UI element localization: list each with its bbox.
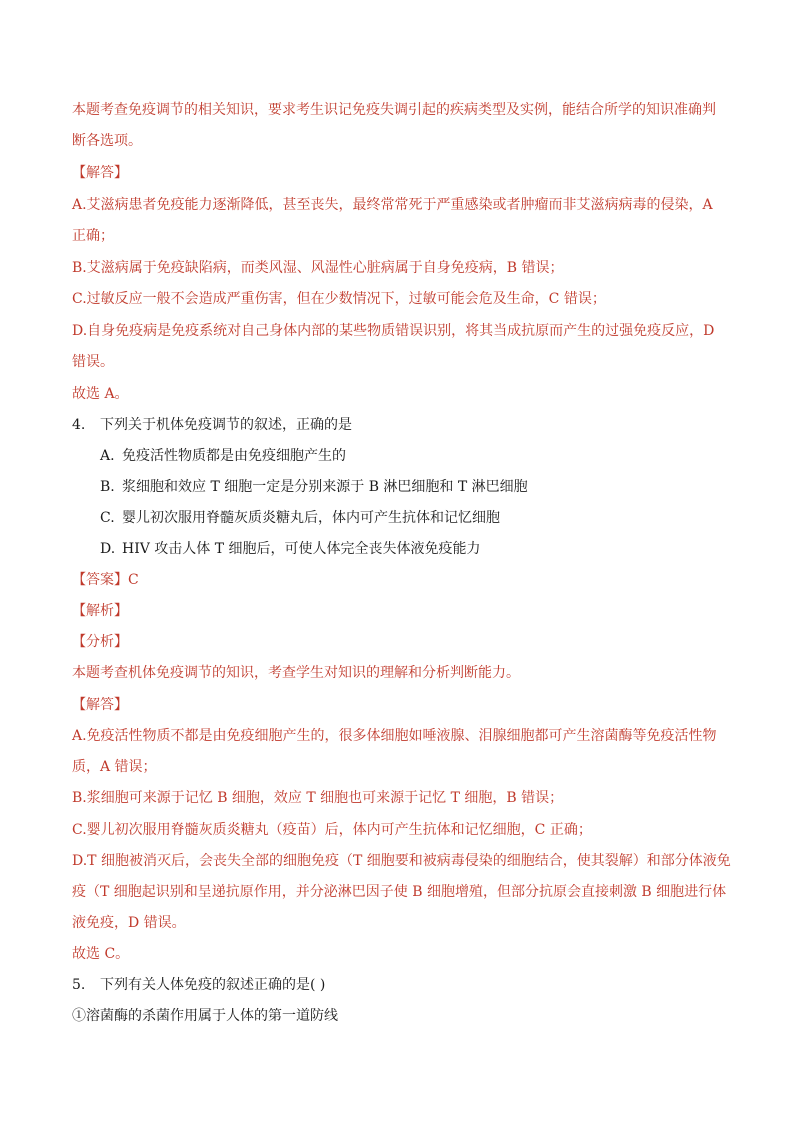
option-a-explanation: A.免疫活性物质不都是由免疫细胞产生的，很多体细胞如唾液腺、泪腺细胞都可产生溶菌酶等免疫活性物 [72, 728, 717, 744]
question-5-item-1: ①溶菌酶的杀菌作用属于人体的第一道防线 [72, 1008, 338, 1024]
question-number: 5. [72, 977, 86, 993]
option-d-explanation-cont: 疫（T 细胞起识别和呈递抗原作用，并分泌淋巴因子使 B 细胞增殖，但部分抗原会直接刺激 B 细胞进行体 [72, 884, 727, 900]
answer-header: 【解答】 [72, 165, 128, 181]
option-d-explanation: D.自身免疫病是免疫系统对自己身体内部的某些物质错误识别，将其当成抗原而产生的过强免疫反应，D [72, 323, 715, 339]
analysis-text-line: 本题考查免疫调节的相关知识，要求考生识记免疫失调引起的疾病类型及实例，能结合所学的知识准确判 [72, 102, 716, 118]
final-choice: 故选 A。 [72, 386, 129, 402]
option-text: 浆细胞和效应 T 细胞一定是分别来源于 B 淋巴细胞和 T 淋巴细胞 [122, 479, 528, 495]
option-d-explanation-cont: 液免疫，D 错误。 [72, 915, 186, 931]
option-c-explanation: C.过敏反应一般不会造成严重伤害，但在少数情况下，过敏可能会危及生命，C 错误； [72, 291, 606, 307]
option-c-explanation: C.婴儿初次服用脊髓灰质炎糖丸（疫苗）后，体内可产生抗体和记忆细胞，C 正确； [72, 822, 592, 838]
question-4 [72, 415, 732, 435]
analysis-text-line: 断各选项。 [72, 133, 142, 149]
question-4-option-b [100, 477, 760, 497]
answer-label: 【答案】C [72, 572, 139, 588]
answer-header: 【解答】 [72, 697, 128, 713]
final-choice: 故选 C。 [72, 946, 130, 962]
option-b-explanation: B.艾滋病属于免疫缺陷病，而类风湿、风湿性心脏病属于自身免疫病，B 错误； [72, 260, 564, 276]
question-4-option-a [100, 446, 760, 466]
option-b-explanation: B.浆细胞可来源于记忆 B 细胞，效应 T 细胞也可来源于记忆 T 细胞，B 错误； [72, 790, 564, 806]
option-a-explanation-cont: 质，A 错误； [72, 759, 157, 775]
question-number: 4. [72, 417, 86, 433]
question-stem: 下列关于机体免疫调节的叙述，正确的是 [100, 417, 352, 433]
option-text: 婴儿初次服用脊髓灰质炎糖丸后，体内可产生抗体和记忆细胞 [122, 510, 500, 526]
question-5 [72, 975, 732, 995]
fenxi-label: 【分析】 [72, 634, 128, 650]
option-a-explanation-cont: 正确； [72, 228, 114, 244]
jiexi-label: 【解析】 [72, 603, 128, 619]
question-4-option-d [100, 539, 760, 559]
option-d-explanation-cont: 错误。 [72, 354, 114, 370]
option-label: A. [100, 448, 115, 464]
question-4-option-c [100, 508, 760, 528]
option-label: C. [100, 510, 115, 526]
option-d-explanation: D.T 细胞被消灭后，会丧失全部的细胞免疫（T 细胞要和被病毒侵染的细胞结合，使其裂解）和部分体液免 [72, 853, 731, 869]
analysis-text-line: 本题考查机体免疫调节的知识，考查学生对知识的理解和分析判断能力。 [72, 665, 520, 681]
option-text: HIV 攻击人体 T 细胞后，可使人体完全丧失体液免疫能力 [122, 541, 481, 557]
option-text: 免疫活性物质都是由免疫细胞产生的 [122, 448, 346, 464]
option-label: B. [100, 479, 115, 495]
option-label: D. [100, 541, 116, 557]
question-stem: 下列有关人体免疫的叙述正确的是( ) [100, 977, 326, 993]
option-a-explanation: A.艾滋病患者免疫能力逐渐降低，甚至丧失，最终常常死于严重感染或者肿瘤而非艾滋病病毒的侵染，A [72, 197, 713, 213]
